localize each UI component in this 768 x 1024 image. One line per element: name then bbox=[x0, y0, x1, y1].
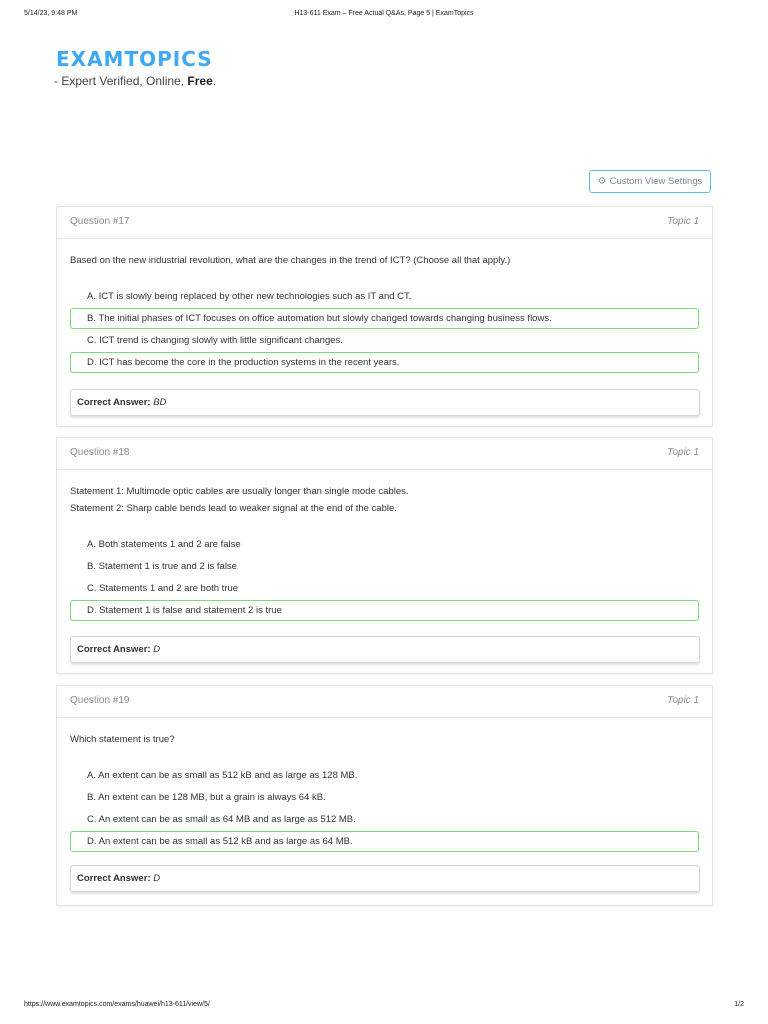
correct-answer-label: Correct Answer: bbox=[77, 644, 151, 655]
question-text-line-2: Statement 2: Sharp cable bends lead to weaker signal at the end of the cable. bbox=[70, 503, 397, 514]
choice-b[interactable]: B. Statement 1 is true and 2 is false bbox=[87, 561, 237, 572]
custom-view-settings-label: Custom View Settings bbox=[609, 176, 703, 187]
choice-d[interactable]: D. An extent can be as small as 512 kB and as large as 64 MB. bbox=[70, 831, 699, 852]
print-date: 5/14/23, 9:48 PM bbox=[24, 10, 78, 17]
print-footer bbox=[24, 1001, 744, 1013]
tagline-suffix: . bbox=[212, 74, 217, 88]
question-number: Question #17 bbox=[70, 216, 130, 227]
print-header bbox=[24, 10, 744, 22]
choice-c[interactable]: C. Statements 1 and 2 are both true bbox=[87, 583, 239, 594]
print-title: H13-611 Exam – Free Actual Q&As, Page 5 | ExamTopics bbox=[294, 10, 474, 17]
choice-a[interactable]: A. An extent can be as small as 512 kB and as large as 128 MB. bbox=[87, 770, 358, 781]
correct-answer-value: D bbox=[153, 644, 161, 655]
question-text-line-1: Statement 1: Multimode optic cables are usually longer than single mode cables. bbox=[70, 486, 409, 497]
correct-answer-value: D bbox=[153, 873, 161, 884]
question-card bbox=[56, 206, 713, 427]
question-header bbox=[57, 207, 712, 239]
print-url: https://www.examtopics.com/exams/huawei/h13-611/view/5/ bbox=[24, 1001, 210, 1008]
question-header bbox=[57, 686, 712, 718]
question-card bbox=[56, 685, 713, 906]
correct-answer-box bbox=[70, 865, 700, 892]
tagline-prefix: - Expert Verified, Online, bbox=[54, 74, 188, 88]
correct-answer-label: Correct Answer: bbox=[77, 873, 151, 884]
gear-icon: ⚙ bbox=[597, 176, 607, 187]
print-page-number: 1/2 bbox=[734, 1001, 744, 1008]
choice-c[interactable]: C. ICT trend is changing slowly with little significant changes. bbox=[87, 335, 343, 346]
question-topic: Topic 1 bbox=[667, 447, 699, 458]
correct-answer-label: Correct Answer: bbox=[77, 397, 151, 408]
examtopics-logo[interactable]: EXAMTOPICS bbox=[56, 47, 213, 71]
question-text: Which statement is true? bbox=[70, 734, 175, 745]
choice-d[interactable]: D. ICT has become the core in the production systems in the recent years. bbox=[70, 352, 699, 373]
correct-answer-value: BD bbox=[153, 397, 167, 408]
question-topic: Topic 1 bbox=[667, 695, 699, 706]
choice-a[interactable]: A. ICT is slowly being replaced by other new technologies such as IT and CT. bbox=[87, 291, 412, 302]
question-topic: Topic 1 bbox=[667, 216, 699, 227]
question-card bbox=[56, 437, 713, 674]
tagline-bold: Free bbox=[187, 74, 213, 88]
choice-b[interactable]: B. The initial phases of ICT focuses on office automation but slowly changed towards changing business flows. bbox=[70, 308, 699, 329]
choice-d[interactable]: D. Statement 1 is false and statement 2 is true bbox=[70, 600, 699, 621]
correct-answer-box bbox=[70, 389, 700, 416]
correct-answer-box bbox=[70, 636, 700, 663]
question-number: Question #18 bbox=[70, 447, 130, 458]
choice-a[interactable]: A. Both statements 1 and 2 are false bbox=[87, 539, 241, 550]
question-number: Question #19 bbox=[70, 695, 130, 706]
question-header bbox=[57, 438, 712, 470]
custom-view-settings-button[interactable] bbox=[589, 170, 711, 193]
choice-b[interactable]: B. An extent can be 128 MB, but a grain is always 64 kB. bbox=[87, 792, 326, 803]
tagline bbox=[54, 74, 216, 88]
question-text: Based on the new industrial revolution, what are the changes in the trend of ICT? (Choose all that apply.) bbox=[70, 255, 511, 266]
choice-c[interactable]: C. An extent can be as small as 64 MB and as large as 512 MB. bbox=[87, 814, 356, 825]
